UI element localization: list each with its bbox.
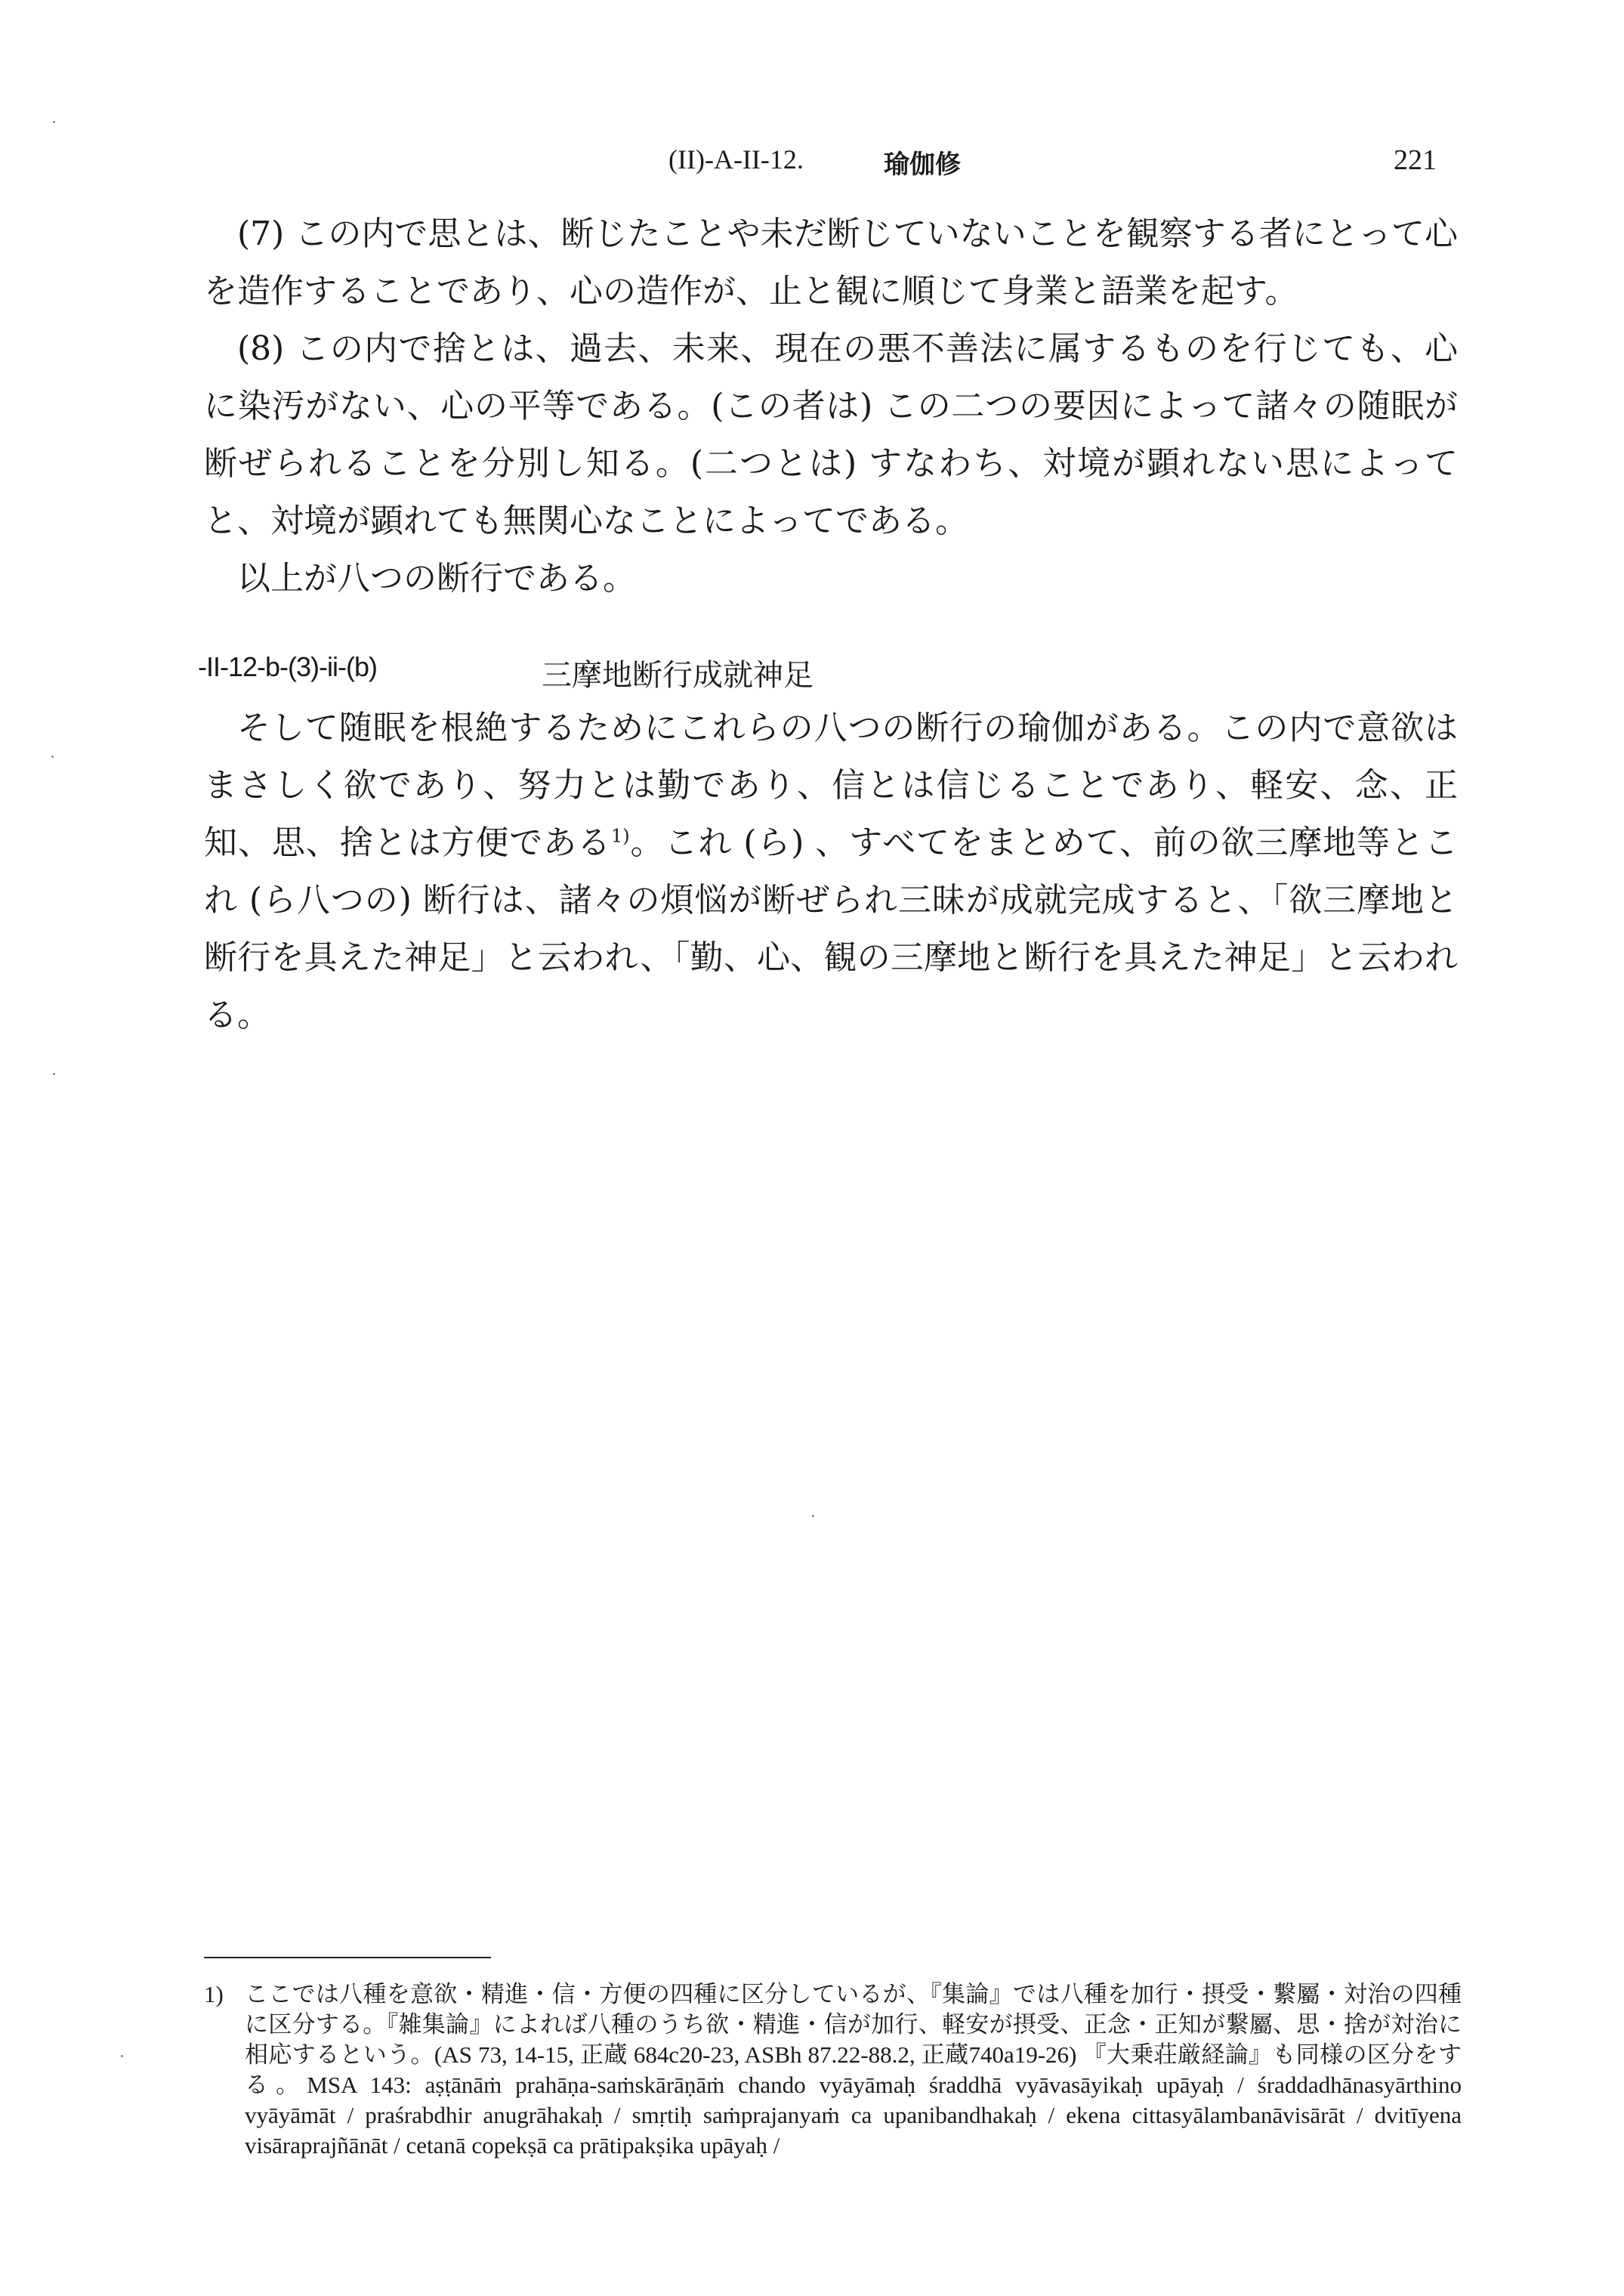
footnote-marker: 1) — [204, 1981, 224, 2007]
paragraph-summary: 以上が八つの断行である。 — [237, 559, 636, 598]
scan-speck — [121, 2055, 123, 2057]
page-number: 221 — [1394, 144, 1437, 176]
header-section-title: 瑜伽修 — [884, 150, 961, 180]
footnote-text: ここでは八種を意欲・精進・信・方便の四種に区分しているが、『集論』では八種を加行・摂受・繋屬・対治の四種に区分する。『雑集論』によれば八種のうち欲・精進・信が加行、軽安が摂受、正念・正知が繋屬、思・捨が対治に相応するという。(AS 73, 14-15, 正蔵 684c20-23, ASBh 87.22-88.2, 正蔵740a19-26) 『大乗荘厳経論』も同様の区分をする。MSA 143: aṣṭānāṁ prahāṇa-saṁskārāṇāṁ chando vyāyāmaḥ śraddhā vyāvasāyikaḥ upāyaḥ / śraddadhānasyārthino vyāyāmāt / praśrabdhir anugrāhakaḥ / smṛtiḥ saṁprajanyaṁ ca upanibandhakaḥ / ekena cittasyālambanāvisārāt / dvitīyena visāraprajñānāt / cetanā copekṣā ca prātipakṣika upāyaḥ / — [245, 1981, 1462, 2158]
paragraph-samadhi — [204, 700, 1458, 1044]
paragraph-7: (7) この内で思とは、断じたことや未だ断じていないことを観察する者にとって心を造作することであり、心の造作が、止と観に順じて身業と語業を起す。 — [204, 215, 1458, 311]
body-text-block-1 — [204, 205, 1458, 607]
footnote — [204, 1979, 1462, 2161]
paragraph-8: (8) この内で捨とは、過去、未来、現在の悪不善法に属するものを行じても、心に染汚がない、心の平等である。(この者は) この二つの要因によって諸々の随眠が断ぜられることを分別し知る。(二つとは) すなわち、対境が顕れない思によってと、対境が顕れても無関心なことによってである。 — [204, 329, 1458, 540]
scan-speck — [812, 1515, 814, 1517]
section-heading — [198, 651, 1452, 697]
section-title: 三摩地断行成就神足 — [542, 658, 814, 693]
section-code: -II-12-b-(3)-ii-(b) — [198, 651, 377, 682]
footnote-divider — [204, 1957, 491, 1958]
body-text-block-2 — [204, 700, 1458, 1044]
scan-speck — [51, 756, 54, 758]
header-section-code: (II)-A-II-12. — [668, 144, 804, 175]
scan-speck — [53, 1073, 55, 1075]
paragraph-text-part2: 。これ (ら) 、すべてをまとめて、前の欲三摩地等とこれ (ら八つの) 断行は、諸々の煩悩が断ぜられ三昧が成就完成すると、「欲三摩地と断行を具えた神足」と云われ、「勤、心、観の三摩地と断行を具えた神足」と云われる。 — [204, 824, 1459, 1034]
footnote-reference[interactable]: 1) — [611, 825, 630, 847]
paragraph-text-part1: そして随眠を根絶するためにこれらの八つの断行の瑜伽がある。この内で意欲はまさしく欲であり、努力とは勤であり、信とは信じることであり、軽安、念、正知、思、捨とは方便である — [204, 709, 1458, 862]
running-header — [0, 138, 1624, 183]
scan-speck — [53, 121, 55, 123]
